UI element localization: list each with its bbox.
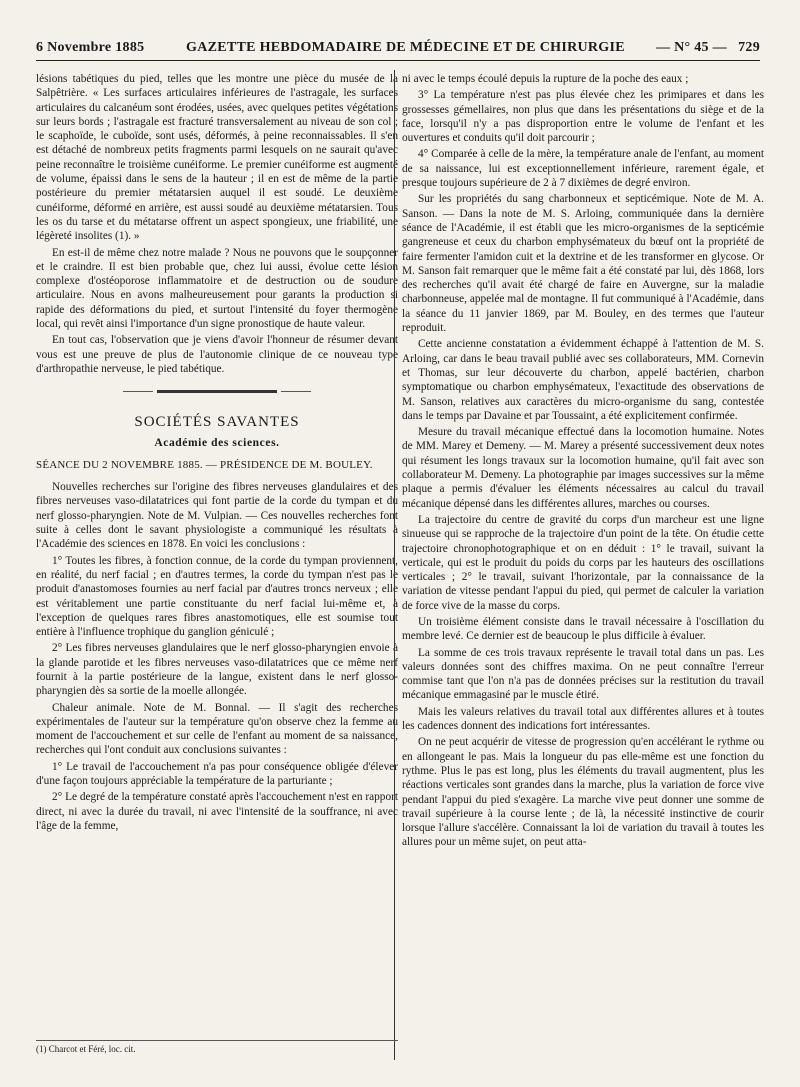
paragraph: Sur les propriétés du sang charbonneux et septicémique. Note de M. A. Sanson. — Dans la note de M. S. Arloing, communiquée dans la dernière séance de l'Académie, il est établi que les micro-organismes de la septicémie gangreneuse et ceux du charbon emphysémateux du bœuf ont la propriété de faire fermenter l'amidon cuit et la dextrine et de les transformer en glycose. Or M. Sanson fait remarquer que le même fait a été constaté par lui, dès 1868, lors des recherches qu'il avait été chargé de faire en Auvergne, sur la maladie charbonneuse, appelée mal de montagne. Il fut communiqué à l'Académie, dans la séance du 11 janvier 1869, par M. Bouley, en des termes que l'auteur reproduit. (402, 193, 764, 335)
paragraph: 2° Les fibres nerveuses glandulaires que le nerf glosso-pharyngien envoie à la glande parotide et les fibres nerveuses vaso-dilatatrices que ce même nerf fournit à la partie postérieure de la langue, existent dans le nerf glosso-pharyngien dès sa sortie de la moelle allongée. (36, 642, 398, 698)
section-ornament (157, 390, 277, 393)
running-header (36, 36, 760, 61)
paragraph: On ne peut acquérir de vitesse de progression qu'en accélérant le rythme ou en allongeant le pas. Mais la longueur du pas elle-même est une fonction du rythme. Plus le pas est long, plus les éléments du travail augmentent, plus les réactions verticales sont grandes dans la marche, plus la variation de force vive pendant l'appui du pied s'exagère. La marche vive peut donner une somme de travail supérieure à la course lente ; de là, la nécessité instinctive de courir lorsque l'allure s'accélère. Connaissant la loi de variation du travail à toutes les allures pour un même sujet, on peut atta- (402, 736, 764, 849)
section-title: SOCIÉTÉS SAVANTES (134, 414, 300, 431)
paragraph: En tout cas, l'observation que je viens d'avoir l'honneur de résumer devant vous est une preuve de plus de l'autonomie clinique de ce nouveau type d'arthropathie nerveuse, le pied tabétique. (36, 334, 398, 375)
right-column (402, 72, 764, 852)
left-column (36, 72, 398, 835)
column-divider (394, 70, 395, 1060)
paragraph: ni avec le temps écoulé depuis la rupture de la poche des eaux ; (402, 73, 689, 85)
page-number: 729 (738, 40, 760, 55)
paragraph: Mais les valeurs relatives du travail total aux différentes allures et à toutes les cadences donnent des indications fort intéressantes. (402, 705, 764, 733)
section-subtitle: Académie des sciences. (154, 436, 280, 449)
paragraph: En est-il de même chez notre malade ? Nous ne pouvons que le soupçonner et le craindre. Il est bien probable que, chez lui aussi, évolue cette lésion complexe d'ostéoporose inflammatoire et de destruction ou de soudure articulaire. Nous en avons malheureusement pour garants la production si rapide des déformations du pied, et surtout l'intensité du foyer thermogène local, qui revêt ainsi l'importance d'un signe pronostique de haute valeur. (36, 246, 398, 331)
paragraph: Nouvelles recherches sur l'origine des fibres nerveuses glandulaires et des fibres nerveuses vaso-dilatatrices qui font partie de la corde du tympan et du nerf glosso-pharyngien. Note de M. Vulpian. — Ces nouvelles recherches font suite à celles dont le savant physiologiste a communiqué les résultats à l'Académie des sciences en 1878. En voici les conclusions : (36, 481, 398, 551)
paragraph: 4° Comparée à celle de la mère, la température anale de l'enfant, au moment de sa naissance, lui est exceptionnellement inférieure, rarement égale, et presque toujours supérieure de 2 à 7 dixièmes de degré environ. (402, 148, 764, 190)
paragraph: La somme de ces trois travaux représente le travail total dans un pas. Les valeurs données sont des chiffres maxima. On ne peut connaître l'erreur commise tant que l'on n'a pas de données précises sur la restitution du travail mécanique emmagasiné par le muscle étiré. (402, 646, 764, 702)
paragraph: Chaleur animale. Note de M. Bonnal. — Il s'agit des recherches expérimentales de l'auteur sur la température qu'on observe chez la femme au moment de l'accouchement et sur celle de l'enfant au moment de sa naissance, recherches qui l'ont conduit aux conclusions suivantes : (36, 701, 398, 757)
paragraph: 2° Le degré de la température constaté après l'accouchement n'est en rapport direct, ni avec la durée du travail, ni avec l'intensité de la souffrance, ni avec l'âge de la femme, (36, 791, 398, 832)
paragraph: lésions tabétiques du pied, telles que les montre une pièce du musée de la Salpêtrière. « Les surfaces articulaires inférieures de l'astragale, les surfaces articulaires du calcanéum sont érodées, usées, avec quelques petites végétations sur leurs bords ; l'astragale est fracturé transversalement au niveau de son col ; le scaphoïde, le cuboïde, sont usés, déformés, à peine reconnaissables. Il s'en est détaché de nombreux petits fragments parmi lesquels on ne saurait qu'avec peine reconnaître le troisième cunéiforme. Le premier cunéiforme est augmenté de volume, épaissi dans le sens de la hauteur ; il en est de même de la partie postérieure du premier métatarsien auquel il est soudé. Le deuxième cunéiforme, déformé en arrière, est aussi soudé au deuxième métatarsien. Tous les os du tarse et du métatarse offrent un aspect spongieux, une friabilité, une légèreté insolites (1). » (36, 73, 398, 243)
seance-line: SÉANCE DU 2 NOVEMBRE 1885. — PRÉSIDENCE DE M. BOULEY. (36, 458, 373, 471)
paragraph: 1° Toutes les fibres, à fonction connue, de la corde du tympan proviennent, en réalité, du nerf facial ; en d'autres termes, la corde du tympan n'est pas le produit d'anastomoses fournies au nerf facial par d'autres troncs nerveux ; elle est véritablement une partie constituante du nerf facial lui-même et, à l'exception de quelques rares fibres anastomotiques, elle est soumise tout entière à l'influence trophique du ganglion géniculé ; (36, 554, 398, 639)
paragraph: Mesure du travail mécanique effectué dans la locomotion humaine. Notes de MM. Marey et Demeny. — M. Marey a présenté successivement deux notes qui résument les longs travaux sur la locomotion humaine, qu'il fait avec son collaborateur M. Demeny. La photographie par images successives sur la même plaque a permis d'évaluer les éléments nécessaires au calcul du travail mécanique dépensé dans les différentes allures, marches ou courses. (402, 426, 764, 510)
issue-number: — N° 45 — (656, 40, 727, 55)
paragraph: 1° Le travail de l'accouchement n'a pas pour conséquence obligée d'élever d'une façon toujours appréciable la température de la parturiante ; (36, 760, 398, 788)
footnote: (1) Charcot et Féré, loc. cit. (36, 1040, 398, 1054)
paragraph: Un troisième élément consiste dans le travail nécessaire à l'oscillation du membre levé. Ce dernier est de beaucoup le plus difficile à évaluer. (402, 615, 764, 643)
paragraph: Cette ancienne constatation a évidemment échappé à l'attention de M. S. Arloing, car dans le beau travail publié avec ses collaborateurs, MM. Cornevin et Thomas, sur leur découverte du charbon, appelé bactérien, charbon symptomatique ou charbon emphysémateux, l'exactitude des observations de M. Sanson, relatives aux caractères du micro-organisme du sang, contestée dans le temps par Davaine et par Toussaint, a été explicitement confirmée. (402, 338, 764, 422)
paragraph: La trajectoire du centre de gravité du corps d'un marcheur est une ligne sinueuse qui se rapproche de la trajectoire d'un point de la tête. On étudie cette trajectoire chronophotographique et on en déduit : 1° le travail, suivant la verticale, qui est le produit du poids du corps par les hauteurs des oscillations verticales ; 2° le travail, suivant l'horizontale, par la connaissance de la variation de vitesse pendant l'appui du pied, qui permet de calculer la variation de force vive de la masse du corps. (402, 513, 764, 612)
issue-date: 6 Novembre 1885 (36, 40, 145, 55)
journal-title: GAZETTE HEBDOMADAIRE DE MÉDECINE ET DE CHIRURGIE (186, 40, 625, 55)
paragraph: 3° La température n'est pas plus élevée chez les primipares et dans les grossesses gémellaires, non plus que dans les présentations du siège et de la face, lorsqu'il n'y a pas disproportion entre le volume de l'enfant et les ouvertures et conduits qu'il doit parcourir ; (402, 89, 764, 145)
